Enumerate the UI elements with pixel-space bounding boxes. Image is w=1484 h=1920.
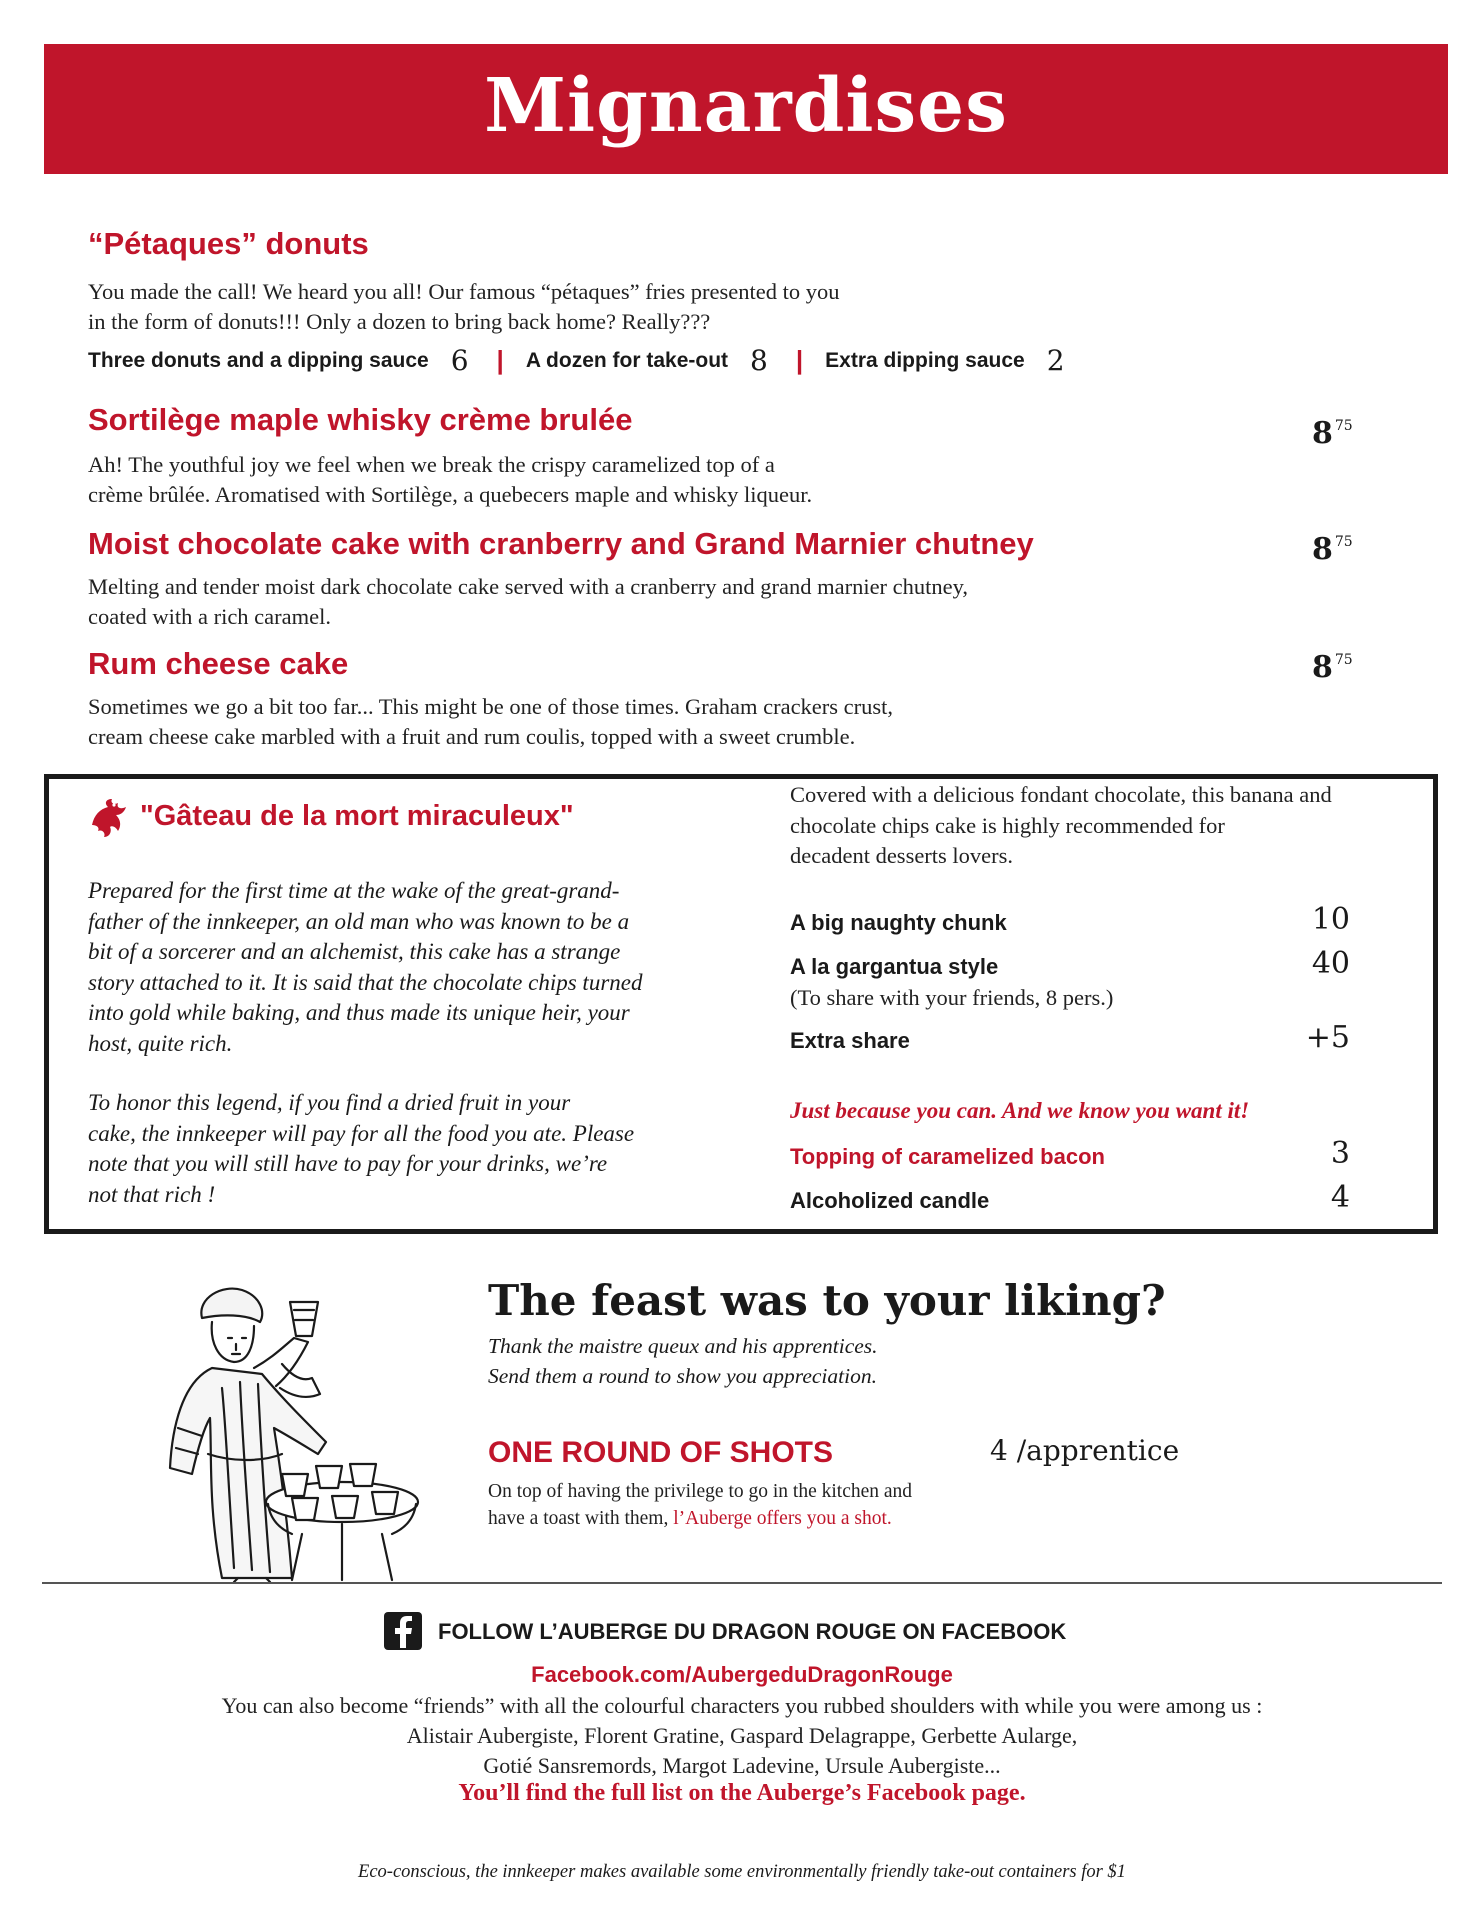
item-desc-line1: Sometimes we go a bit too far... This might be one of those times. Graham crackers crust, (88, 694, 894, 719)
extras-tagline: Just because you can. And we know you want it! (790, 1098, 1250, 1123)
feast-line2: Send them a round to show you appreciation. (488, 1364, 877, 1388)
dragon-icon (86, 795, 132, 841)
option-gargantua-price: 40 (1311, 946, 1350, 981)
gateau-desc-line: decadent desserts lovers. (790, 843, 1014, 868)
option-extra-price: +5 (1305, 1020, 1350, 1055)
story-line: story attached to it. It is said that the chocolate chips turned (88, 969, 643, 995)
extra-bacon-label: Topping of caramelized bacon (790, 1144, 1105, 1169)
story-line: father of the innkeeper, an old man who was known to be a (88, 908, 630, 934)
donut-option-price: 2 (1046, 344, 1065, 377)
option-big-price: 10 (1311, 902, 1350, 937)
facebook-follow: FOLLOW L’AUBERGE DU DRAGON ROUGE ON FACEBOOK (438, 1619, 1067, 1644)
extra-candle-label: Alcoholized candle (790, 1188, 990, 1213)
option-extra-label: Extra share (790, 1028, 910, 1053)
legend-line: To honor this legend, if you find a dried fruit in your (88, 1090, 571, 1115)
extra-candle-price: 4 (1330, 1180, 1350, 1215)
gateau-story (88, 876, 642, 1059)
donut-option-price: 6 (450, 344, 469, 377)
gateau-legend (88, 1088, 634, 1210)
gateau-desc-line: Covered with a delicious fondant chocolate, this banana and (790, 782, 1332, 807)
shots-desc-line1: On top of having the privilege to go in the kitchen and (488, 1481, 913, 1502)
donuts-desc-line2: in the form of donuts!!! Only a dozen to bring back home? Really??? (88, 309, 711, 334)
story-line: Prepared for the first time at the wake of the great-grand- (88, 878, 620, 903)
section-divider (42, 1582, 1442, 1584)
extra-bacon-price: 3 (1330, 1136, 1350, 1171)
gateau-desc (790, 780, 1332, 872)
friends-line2: Alistair Aubergiste, Florent Gratine, Gaspard Delagrappe, Gerbette Aularge, (406, 1723, 1078, 1748)
medieval-server-illustration (142, 1278, 426, 1582)
friends-line1: You can also become “friends” with all the colourful characters you rubbed shoulders with while you were among us : (221, 1693, 1263, 1718)
item-title: Rum cheese cake (88, 646, 349, 681)
option-gargantua-note: (To share with your friends, 8 pers.) (790, 985, 1114, 1010)
story-line: bit of a sorcerer and an alchemist, this cake has a strange (88, 939, 621, 964)
item-price: 8 $^{75}$ (1312, 532, 1353, 567)
donuts-title: “Pétaques” donuts (88, 226, 369, 261)
separator: | (795, 345, 804, 375)
option-big-label: A big naughty chunk (790, 910, 1007, 935)
page-title: Mignardises (484, 63, 1008, 149)
friends-line3: Gotié Sansremords, Margot Ladevine, Ursule Aubergiste... (483, 1753, 1001, 1778)
donut-option-label: A dozen for take-out (525, 348, 729, 372)
item-price: 8 $^{75}$ (1312, 416, 1353, 451)
story-line: into gold while baking, and thus made its unique heir, your (88, 1000, 630, 1025)
story-line: host, quite rich. (88, 1030, 233, 1056)
item-desc-line1: Melting and tender moist dark chocolate cake served with a cranberry and grand marnier chutney, (88, 574, 969, 599)
item-desc-line2: crème brûlée. Aromatised with Sortilège, a quebecers maple and whisky liqueur. (88, 482, 813, 507)
gateau-desc-line: chocolate chips cake is highly recommended for (790, 812, 1225, 838)
eco-note: Eco-conscious, the innkeeper makes available some environmentally friendly take-out containers for $1 (358, 1862, 1126, 1882)
facebook-cta: You’ll find the full list on the Auberge’s Facebook page. (458, 1780, 1026, 1806)
gateau-title: "Gâteau de la mort miraculeux" (140, 800, 574, 832)
donut-option-price: 8 (750, 344, 768, 377)
shots-desc-line2: have a toast with them, l’Auberge offers you a shot. (488, 1508, 892, 1529)
legend-line: not that rich ! (88, 1181, 216, 1207)
feast-title: The feast was to your liking? (488, 1276, 1166, 1325)
shots-title: ONE ROUND OF SHOTS (488, 1436, 834, 1469)
donut-option-label: Three donuts and a dipping sauce (88, 348, 429, 372)
item-desc-line1: Ah! The youthful joy we feel when we break the crispy caramelized top of a (88, 452, 775, 477)
item-desc-line2: cream cheese cake marbled with a fruit and rum coulis, topped with a sweet crumble. (88, 724, 856, 749)
item-price: 8 $^{75}$ (1312, 650, 1353, 685)
title-banner (44, 44, 1448, 174)
separator: | (496, 345, 504, 375)
legend-line: cake, the innkeeper will pay for all the food you ate. Please (88, 1120, 635, 1146)
donut-option-label: Extra dipping sauce (825, 348, 1025, 372)
donuts-desc-line1: You made the call! We heard you all! Our famous “pétaques” fries presented to you (88, 279, 840, 304)
facebook-icon[interactable] (384, 1612, 422, 1650)
item-title: Moist chocolate cake with cranberry and Grand Marnier chutney (88, 526, 1034, 561)
legend-line: note that you will still have to pay for your drinks, we’re (88, 1151, 608, 1176)
donut-options (88, 344, 1093, 377)
facebook-link[interactable]: Facebook.com/AubergeduDragonRouge (531, 1662, 953, 1687)
shots-price: 4 /apprentice (990, 1434, 1180, 1467)
feast-line1: Thank the maistre queux and his apprentices. (488, 1334, 878, 1358)
option-gargantua-label: A la gargantua style (790, 954, 999, 979)
item-title: Sortilège maple whisky crème brulée (88, 402, 633, 437)
item-desc-line2: coated with a rich caramel. (88, 604, 331, 629)
